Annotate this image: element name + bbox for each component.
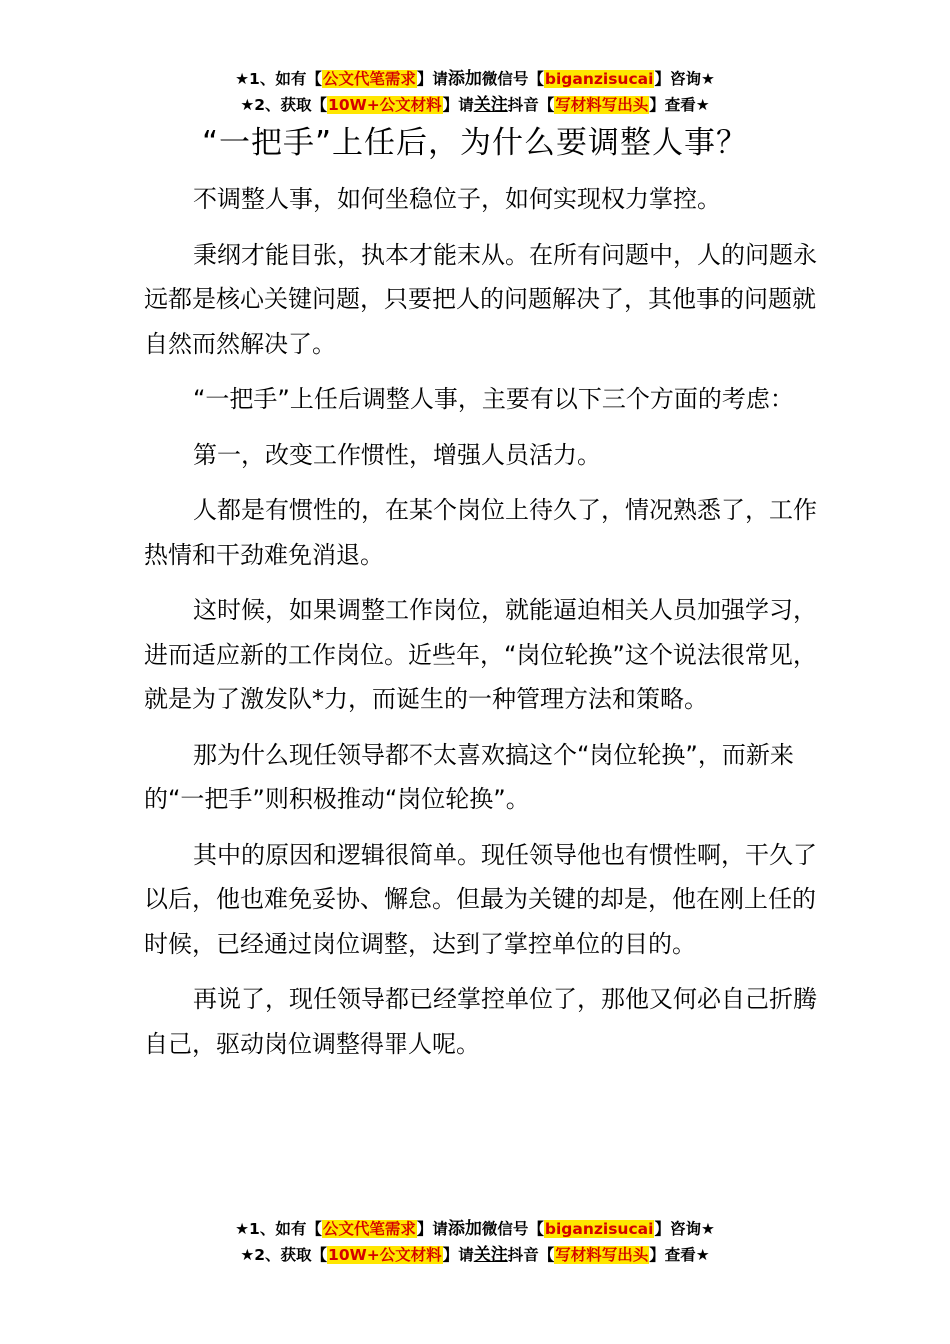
body-paragraph: 秉纲才能目张，执本才能末从。在所有问题中，人的问题永远都是核心关键问题，只要把人的问题解决了，其他事的问题就自然而然解决了。	[144, 240, 817, 358]
promo-emphasis: 关注	[473, 95, 508, 115]
promo-line-2	[0, 92, 950, 118]
promo-text: ★2、获取【	[240, 1246, 328, 1264]
document-title: “一把手”上任后，为什么要调整人事？	[201, 125, 749, 161]
promo-douyin-id: 写材料写出头	[555, 1246, 649, 1264]
promo-text: 】请	[442, 96, 474, 114]
promo-text: ★1、如有【	[235, 1220, 322, 1238]
promo-highlight: 10W+公文材料	[328, 96, 442, 114]
promo-text: ★1、如有【	[235, 70, 322, 88]
promo-text: 】咨询★	[654, 70, 715, 88]
promo-line-2	[0, 1242, 950, 1268]
promo-wechat-id: biganzisucai	[544, 1220, 654, 1238]
body-paragraph: 不调整人事，如何坐稳位子，如何实现权力掌控。	[193, 185, 721, 213]
promo-wechat-id: biganzisucai	[544, 70, 654, 88]
promo-text: 】咨询★	[654, 1220, 715, 1238]
promo-emphasis: 关注	[473, 1245, 508, 1265]
promo-douyin-id: 写材料写出头	[555, 96, 649, 114]
document-body	[144, 177, 834, 1077]
promo-highlight: 10W+公文材料	[328, 1246, 442, 1264]
body-paragraph: 其中的原因和逻辑很简单。现任领导他也有惯性啊，干久了以后，他也难免妥协、懈怠。但最为关键的却是，他在刚上任的时候，已经通过岗位调整，达到了掌控单位的目的。	[144, 840, 817, 958]
promo-line-1	[0, 66, 950, 92]
promo-text: 微信号【	[481, 70, 544, 88]
promo-highlight: 公文代笔需求	[322, 1220, 416, 1238]
header-promo-banner	[0, 66, 950, 118]
promo-text: 抖音【	[507, 96, 555, 114]
promo-emphasis: 添加	[447, 1219, 482, 1239]
promo-emphasis: 添加	[447, 69, 482, 89]
body-paragraph: 第一，改变工作惯性，增强人员活力。	[193, 440, 601, 469]
promo-text: 】请	[416, 1220, 448, 1238]
promo-text: 】查看★	[649, 1246, 710, 1264]
promo-text: ★2、获取【	[240, 96, 328, 114]
promo-line-1	[0, 1216, 950, 1242]
body-paragraph: 那为什么现任领导都不太喜欢搞这个“岗位轮换”，而新来的“一把手”则积极推动“岗位轮换”。	[144, 740, 794, 813]
promo-text: 】查看★	[649, 96, 710, 114]
body-paragraph: “一把手”上任后调整人事，主要有以下三个方面的考虑：	[193, 385, 794, 413]
promo-text: 微信号【	[481, 1220, 544, 1238]
promo-text: 】请	[416, 70, 448, 88]
promo-highlight: 公文代笔需求	[322, 70, 416, 88]
body-paragraph: 再说了，现任领导都已经掌控单位了，那他又何必自己折腾自己，驱动岗位调整得罪人呢。	[144, 985, 817, 1058]
footer-promo-banner	[0, 1216, 950, 1268]
body-paragraph: 人都是有惯性的，在某个岗位上待久了，情况熟悉了，工作热情和干劲难免消退。	[144, 496, 817, 569]
promo-text: 抖音【	[507, 1246, 555, 1264]
body-paragraph: 这时候，如果调整工作岗位，就能逼迫相关人员加强学习，进而适应新的工作岗位。近些年，“岗位轮换”这个说法很常见，就是为了激发队*力，而诞生的一种管理方法和策略。	[144, 596, 817, 713]
promo-text: 】请	[442, 1246, 474, 1264]
